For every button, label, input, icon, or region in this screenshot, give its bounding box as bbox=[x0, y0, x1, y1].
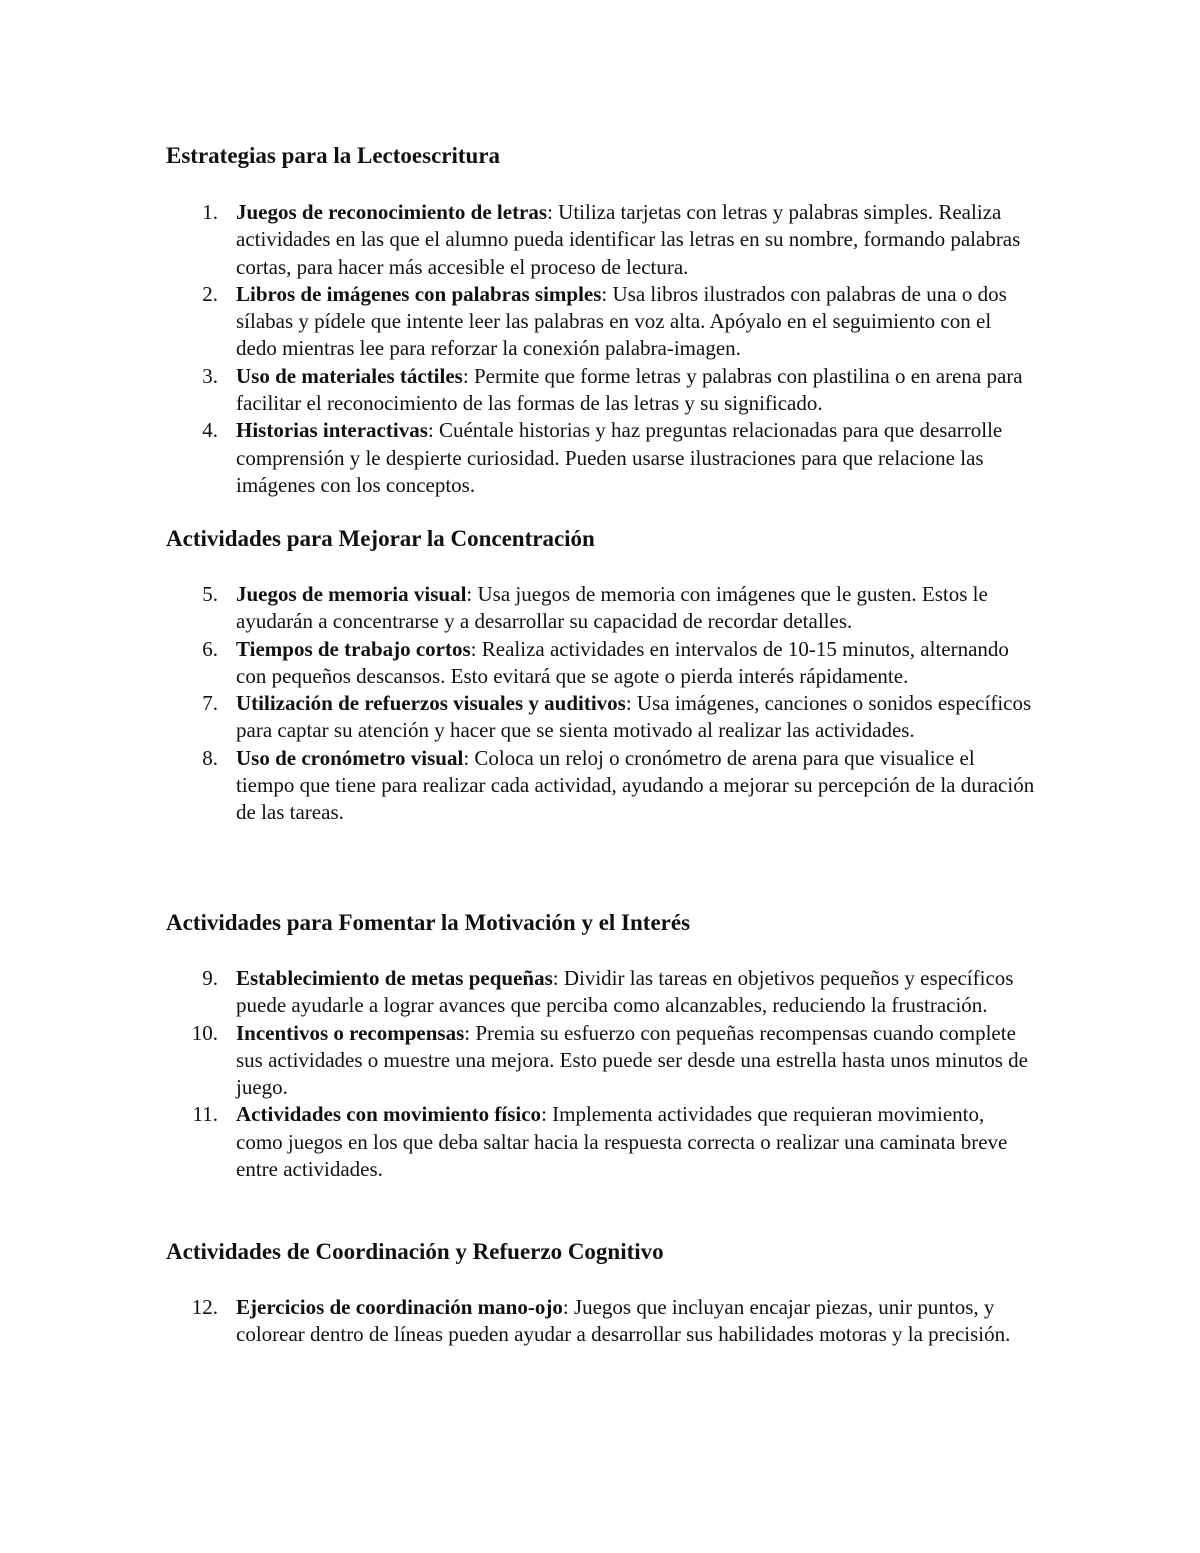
item-term: Uso de materiales táctiles bbox=[236, 363, 463, 388]
item-text bbox=[236, 690, 1036, 745]
item-number: 10. bbox=[191, 1020, 218, 1045]
item-number: 9. bbox=[202, 966, 218, 990]
list-item bbox=[0, 581, 1200, 636]
item-text bbox=[236, 1101, 1036, 1183]
item-number: 2. bbox=[202, 281, 218, 306]
activity-list bbox=[0, 1294, 1200, 1349]
item-number: 3. bbox=[202, 363, 218, 388]
item-description: : Utiliza tarjetas con letras y palabras simples. Realiza actividades en las que el alumno pueda identificar las letras en su nombre, formando palabras cortas, para hacer más accesible el proceso de lectura. bbox=[236, 200, 1021, 279]
item-number: 6. bbox=[202, 636, 218, 661]
item-description: : Coloca un reloj o cronómetro de arena para que visualice el tiempo que tiene para realizar cada actividad, ayudando a mejorar su percepción de la duración de las tareas. bbox=[236, 745, 1035, 825]
item-term: Historias interactivas bbox=[236, 418, 428, 443]
item-term: Libros de imágenes con palabras simples bbox=[236, 281, 602, 306]
list-item bbox=[0, 690, 1200, 745]
list-item bbox=[0, 1294, 1200, 1349]
item-description: : Dividir las tareas en objetivos pequeños y específicos puede ayudarle a lograr avances que perciba como alcanzables, reduciendo la frustración. bbox=[236, 966, 1014, 1018]
activity-list bbox=[0, 581, 1200, 827]
list-item bbox=[0, 199, 1200, 281]
strategy-list bbox=[0, 199, 1200, 499]
item-term: Ejercicios de coordinación mano-ojo bbox=[236, 1295, 563, 1319]
list-item bbox=[0, 363, 1200, 418]
item-term: Actividades con movimiento físico bbox=[236, 1102, 542, 1127]
list-item bbox=[0, 745, 1200, 827]
list-item bbox=[0, 281, 1200, 363]
item-description: : Usa juegos de memoria con imágenes que le gusten. Estos le ayudarán a concentrarse y a desarrollar su capacidad de recordar detalles. bbox=[236, 582, 988, 634]
item-text bbox=[236, 281, 1036, 363]
item-description: : Usa imágenes, canciones o sonidos específicos para captar su atención y hacer que se sienta motivado al realizar las actividades. bbox=[236, 691, 1032, 743]
item-number: 1. bbox=[202, 200, 218, 224]
item-number: 4. bbox=[202, 418, 218, 443]
section-heading: Actividades para Mejorar la Concentración bbox=[166, 526, 595, 551]
section-heading: Actividades para Fomentar la Motivación y el Interés bbox=[166, 910, 691, 935]
item-text bbox=[236, 417, 1036, 499]
item-term: Uso de cronómetro visual bbox=[236, 745, 464, 770]
item-description: : Implementa actividades que requieran movimiento, como juegos en los que deba saltar hacia la respuesta correcta o realizar una caminata breve entre actividades. bbox=[236, 1102, 1008, 1182]
item-text bbox=[236, 1294, 1036, 1349]
item-text bbox=[236, 1020, 1036, 1102]
item-number: 5. bbox=[202, 582, 218, 606]
item-description: : Premia su esfuerzo con pequeñas recompensas cuando complete sus actividades o muestre una mejora. Esto puede ser desde una estrella hasta unos minutos de juego. bbox=[236, 1020, 1028, 1100]
item-number: 8. bbox=[202, 745, 218, 770]
list-item bbox=[0, 965, 1200, 1020]
item-text bbox=[236, 581, 1036, 636]
item-description: : Juegos que incluyan encajar piezas, unir puntos, y colorear dentro de líneas pueden ayudar a desarrollar sus habilidades motoras y la precisión. bbox=[236, 1295, 1011, 1347]
section-heading: Estrategias para la Lectoescritura bbox=[166, 143, 501, 168]
item-text bbox=[236, 199, 1036, 281]
item-term: Juegos de memoria visual bbox=[236, 582, 467, 606]
list-item bbox=[0, 1101, 1200, 1183]
item-description: : Usa libros ilustrados con palabras de una o dos sílabas y pídele que intente leer las palabras en voz alta. Apóyalo en el seguimiento con el dedo mientras lee para reforzar la conexión palabra-imagen. bbox=[236, 281, 1007, 361]
item-term: Tiempos de trabajo cortos bbox=[236, 636, 471, 661]
list-item bbox=[0, 636, 1200, 691]
item-description: : Permite que forme letras y palabras con plastilina o en arena para facilitar el reconocimiento de las formas de las letras y su significado. bbox=[236, 363, 1023, 416]
item-text bbox=[236, 363, 1036, 418]
item-term: Incentivos o recompensas bbox=[236, 1020, 465, 1045]
list-item bbox=[0, 1020, 1200, 1102]
item-text bbox=[236, 745, 1036, 827]
item-number: 7. bbox=[202, 691, 218, 716]
activity-list bbox=[0, 965, 1200, 1183]
item-description: : Cuéntale historias y haz preguntas relacionadas para que desarrolle comprensión y le despierte curiosidad. Pueden usarse ilustraciones para que relacione las imágenes con los conceptos. bbox=[236, 418, 1003, 497]
item-term: Juegos de reconocimiento de letras bbox=[236, 200, 548, 224]
item-text bbox=[236, 636, 1036, 691]
item-number: 11. bbox=[192, 1102, 218, 1127]
item-number: 12. bbox=[191, 1295, 218, 1319]
list-item bbox=[0, 417, 1200, 499]
item-description: : Realiza actividades en intervalos de 10-15 minutos, alternando con pequeños descansos. Esto evitará que se agote o pierda interés rápidamente. bbox=[236, 636, 1009, 688]
item-term: Utilización de refuerzos visuales y auditivos bbox=[236, 691, 626, 716]
item-term: Establecimiento de metas pequeñas bbox=[236, 966, 553, 990]
section-heading: Actividades de Coordinación y Refuerzo Cognitivo bbox=[166, 1239, 664, 1264]
item-text bbox=[236, 965, 1036, 1020]
